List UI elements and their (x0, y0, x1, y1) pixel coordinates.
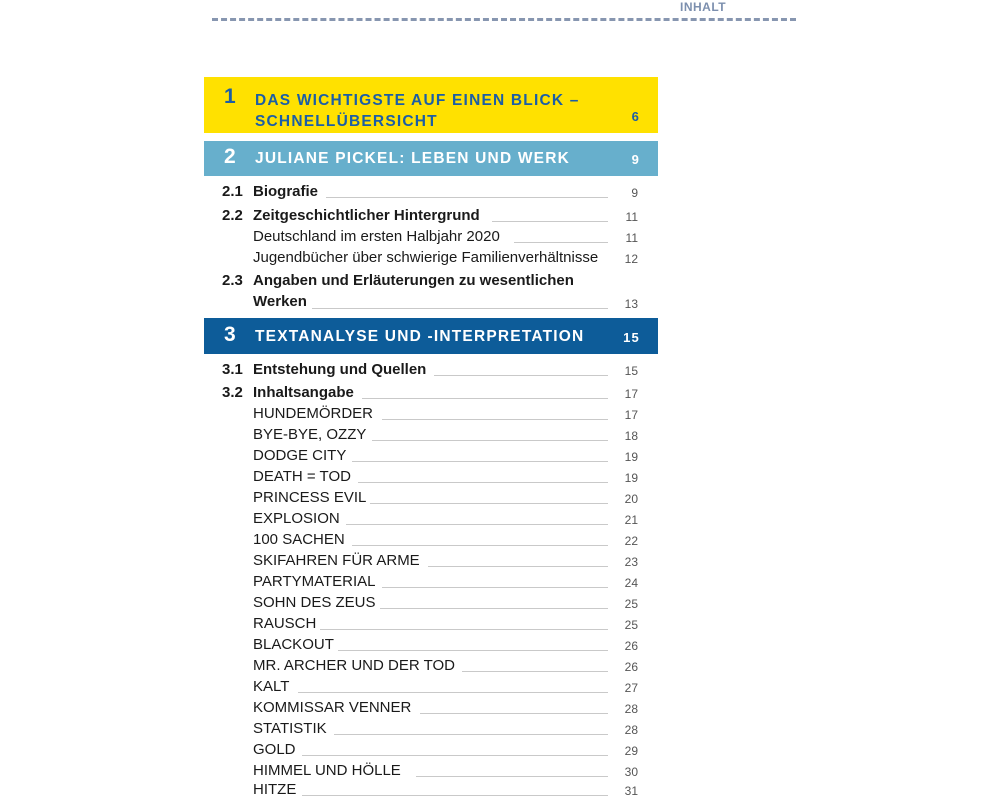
chapter-2-heading[interactable] (204, 141, 658, 176)
dot-leader (416, 776, 608, 777)
entry-title: BLACKOUT (253, 636, 334, 653)
entry-title: DEATH = TOD (253, 468, 351, 485)
toc-entry[interactable] (222, 655, 638, 676)
toc-entry[interactable] (222, 445, 638, 466)
entry-page: 15 (624, 364, 638, 378)
dot-leader (382, 419, 608, 420)
entry-title: 100 SACHEN (253, 531, 345, 548)
chapter-page: 15 (623, 330, 640, 345)
entry-page: 21 (624, 513, 638, 527)
entry-title: Biografie (253, 183, 319, 200)
entry-page: 27 (624, 681, 638, 695)
entry-title: Deutschland im ersten Halbjahr 2020 (253, 228, 500, 245)
dot-leader (462, 671, 608, 672)
toc-entry[interactable] (222, 226, 638, 247)
toc-entry[interactable] (222, 779, 638, 800)
dot-leader (326, 197, 608, 198)
chapter-title: JULIANE PICKEL: LEBEN UND WERK (255, 150, 571, 167)
toc-entry[interactable] (222, 739, 638, 760)
entry-title: RAUSCH (253, 615, 317, 632)
chapter-title: TEXTANALYSE UND -INTERPRETATION (255, 328, 585, 345)
entry-page: 26 (624, 660, 638, 674)
dot-leader (358, 482, 608, 483)
toc-entry[interactable] (222, 247, 638, 268)
toc-entry-3-1[interactable] (222, 359, 638, 380)
entry-title: MR. ARCHER UND DER TOD (253, 657, 455, 674)
section-number: 2.2 (222, 207, 243, 224)
chapter-number: 2 (224, 145, 237, 168)
toc-entry[interactable] (222, 613, 638, 634)
entry-page: 13 (624, 297, 638, 311)
chapter-number: 3 (224, 323, 237, 346)
dot-leader (352, 461, 608, 462)
entry-page: 20 (624, 492, 638, 506)
entry-page: 25 (624, 618, 638, 632)
toc-entry[interactable] (222, 550, 638, 571)
toc-entry[interactable] (222, 634, 638, 655)
toc-entry[interactable] (222, 487, 638, 508)
toc-entry[interactable] (222, 424, 638, 445)
dot-leader (352, 545, 608, 546)
toc-entry[interactable] (222, 676, 638, 697)
toc-entry[interactable] (222, 466, 638, 487)
entry-page: 26 (624, 639, 638, 653)
chapter-3-heading[interactable] (204, 318, 658, 354)
toc-entry[interactable] (222, 529, 638, 550)
entry-page: 11 (625, 231, 638, 245)
entry-page: 18 (624, 429, 638, 443)
entry-page: 29 (624, 744, 638, 758)
section-number: 3.2 (222, 384, 243, 401)
chapter-page: 9 (631, 152, 640, 167)
entry-page: 25 (624, 597, 638, 611)
dot-leader (298, 692, 608, 693)
section-number: 2.3 (222, 272, 243, 289)
entry-page: 28 (624, 702, 638, 716)
chapter-title-line-1: DAS WICHTIGSTE AUF EINEN BLICK – (255, 92, 580, 109)
entry-title-line-1: Angaben und Erläuterungen zu wesentlichen (253, 272, 574, 289)
entry-title: HIMMEL UND HÖLLE (253, 762, 401, 779)
dot-leader (302, 795, 608, 796)
entry-title: Zeitgeschichtlicher Hintergrund (253, 207, 480, 224)
entry-page: 31 (624, 784, 638, 798)
toc-entry[interactable] (222, 718, 638, 739)
toc-entry[interactable] (222, 592, 638, 613)
dot-leader (428, 566, 608, 567)
dot-leader (320, 629, 608, 630)
section-number: 3.1 (222, 361, 243, 378)
dot-leader (338, 650, 608, 651)
entry-page: 11 (625, 210, 638, 224)
entry-page: 12 (624, 252, 638, 266)
dot-leader (492, 221, 608, 222)
dot-leader (334, 734, 608, 735)
entry-title: Jugendbücher über schwierige Familienverhältnisse (253, 249, 599, 266)
dot-leader (514, 242, 608, 243)
entry-title: Inhaltsangabe (253, 384, 354, 401)
toc-entry[interactable] (222, 697, 638, 718)
entry-page: 17 (624, 387, 638, 401)
dot-leader (372, 440, 608, 441)
dot-leader (382, 587, 608, 588)
entry-page: 17 (624, 408, 638, 422)
toc-entry[interactable] (222, 760, 638, 781)
entry-page: 22 (624, 534, 638, 548)
toc-entry-2-1[interactable] (222, 181, 638, 202)
entry-page: 23 (624, 555, 638, 569)
entry-page: 9 (631, 186, 638, 200)
entry-title: HUNDEMÖRDER (253, 405, 373, 422)
entry-page: 19 (624, 471, 638, 485)
entry-page: 24 (624, 576, 638, 590)
dot-leader (302, 755, 608, 756)
entry-title: PRINCESS EVIL (253, 489, 367, 506)
dot-leader (380, 608, 608, 609)
dot-leader (370, 503, 608, 504)
entry-title: Entstehung und Quellen (253, 361, 427, 378)
running-head: INHALT (680, 0, 727, 14)
entry-title: BYE-BYE, OZZY (253, 426, 367, 443)
dot-leader (312, 308, 608, 309)
entry-page: 30 (624, 765, 638, 779)
toc-entry-2-3[interactable] (222, 271, 638, 313)
toc-entry-3-2[interactable] (222, 382, 638, 403)
entry-page: 19 (624, 450, 638, 464)
entry-title: SOHN DES ZEUS (253, 594, 376, 611)
dot-leader (362, 398, 608, 399)
chapter-page: 6 (631, 109, 640, 124)
entry-page: 28 (624, 723, 638, 737)
dot-leader (420, 713, 608, 714)
toc-entry-2-2[interactable] (222, 205, 638, 226)
chapter-number: 1 (224, 85, 237, 108)
entry-title: GOLD (253, 741, 296, 758)
chapter-title (255, 90, 580, 132)
dot-leader (346, 524, 608, 525)
entry-title: PARTYMATERIAL (253, 573, 376, 590)
toc-entry[interactable] (222, 403, 638, 424)
entry-title: EXPLOSION (253, 510, 340, 527)
entry-title: KOMMISSAR VENNER (253, 699, 412, 716)
section-number: 2.1 (222, 183, 243, 200)
entry-title-line-2: Werken (253, 293, 307, 310)
header-dashed-rule (212, 18, 796, 21)
chapter-title-line-2: SCHNELLÜBERSICHT (255, 113, 438, 130)
dot-leader (434, 375, 608, 376)
entry-title: DODGE CITY (253, 447, 347, 464)
toc-entry[interactable] (222, 571, 638, 592)
entry-title: HITZE (253, 781, 297, 798)
entry-title: KALT (253, 678, 290, 695)
toc-entry[interactable] (222, 508, 638, 529)
entry-title: SKIFAHREN FÜR ARME (253, 552, 420, 569)
chapter-1-heading[interactable] (204, 77, 658, 133)
entry-title: STATISTIK (253, 720, 327, 737)
